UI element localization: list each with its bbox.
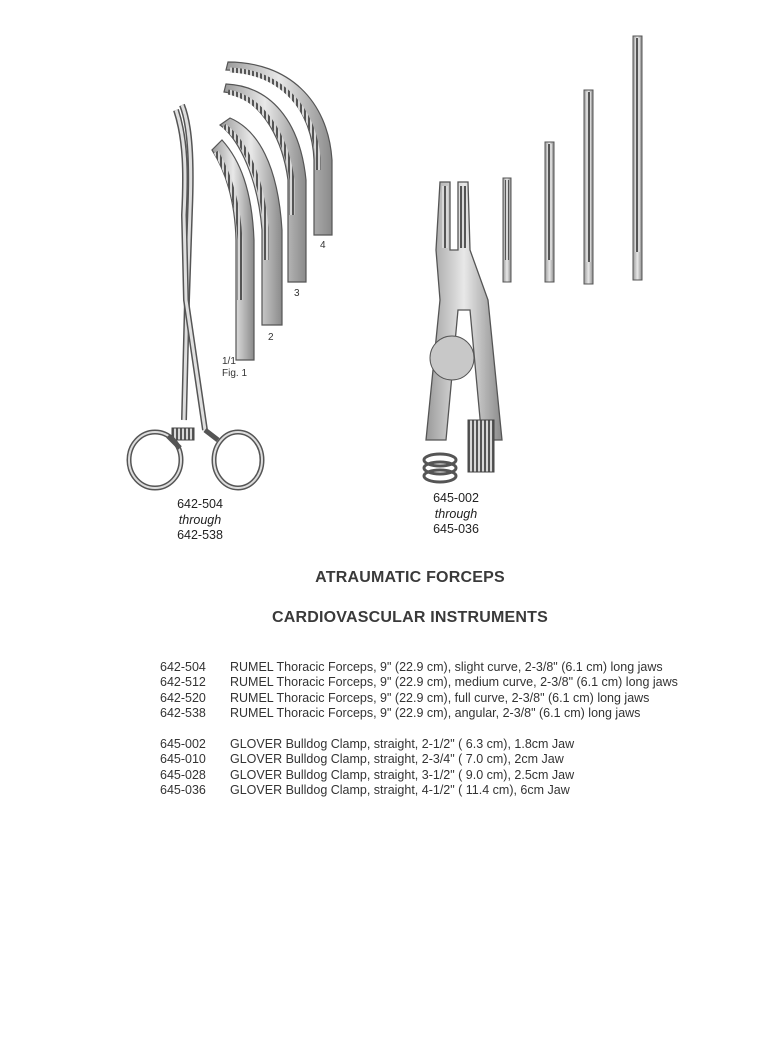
list-item [160,660,678,675]
item-code: 642-504 [160,660,206,674]
item-code: 642-538 [160,706,206,721]
list-item [160,706,678,721]
jaw-number-2: 2 [268,332,274,343]
clamp-caption-from: 645-002 [433,491,479,505]
list-item [160,752,574,767]
jaw-number-4: 4 [320,240,326,251]
rumel-list [160,660,678,722]
glover-bulldog-clamp [424,182,502,482]
list-item [160,675,678,690]
list-item [160,737,574,752]
forceps-caption-from: 642-504 [177,497,223,511]
item-code: 645-036 [160,783,206,798]
jaw-variant-1 [212,140,254,360]
item-description: GLOVER Bulldog Clamp, straight, 4-1/2" ( 11.4 cm), 6cm Jaw [230,783,570,798]
clamp-jaw-4 [633,36,642,280]
item-code: 642-520 [160,690,206,705]
item-description: RUMEL Thoracic Forceps, 9" (22.9 cm), full curve, 2-3/8" (6.1 cm) long jaws [230,690,650,705]
item-code: 645-028 [160,767,206,782]
item-description: RUMEL Thoracic Forceps, 9" (22.9 cm), slight curve, 2-3/8" (6.1 cm) long jaws [230,660,663,674]
scale-label: 1/1 [222,356,236,367]
item-description: RUMEL Thoracic Forceps, 9" (22.9 cm), angular, 2-3/8" (6.1 cm) long jaws [230,706,641,721]
item-description: RUMEL Thoracic Forceps, 9" (22.9 cm), medium curve, 2-3/8" (6.1 cm) long jaws [230,675,678,690]
item-code: 645-002 [160,737,206,751]
page-subtitle: CARDIOVASCULAR INSTRUMENTS [271,609,548,626]
forceps-caption [170,497,230,544]
clamp-caption-through: through [434,506,478,521]
item-description: GLOVER Bulldog Clamp, straight, 2-3/4" ( 7.0 cm), 2cm Jaw [230,752,564,767]
forceps-caption-to: 642-538 [177,528,223,542]
forceps-caption-through: through [178,512,222,527]
item-code: 642-512 [160,675,206,690]
clamp-caption-to: 645-036 [433,522,479,536]
glover-list [160,737,574,799]
list-item [160,783,574,798]
page-title: ATRAUMATIC FORCEPS [315,569,505,586]
item-description: GLOVER Bulldog Clamp, straight, 2-1/2" ( 6.3 cm), 1.8cm Jaw [230,737,575,751]
jaw-number-3: 3 [294,288,300,299]
clamp-jaw-1 [503,178,511,282]
item-description: GLOVER Bulldog Clamp, straight, 3-1/2" ( 9.0 cm), 2.5cm Jaw [230,767,575,782]
list-item [160,691,678,706]
list-item [160,768,574,783]
clamp-caption [426,491,486,538]
clamp-jaw-2 [545,142,554,282]
fig-label: Fig. 1 [222,368,248,379]
item-code: 645-010 [160,752,206,767]
clamp-jaw-3 [584,90,593,284]
